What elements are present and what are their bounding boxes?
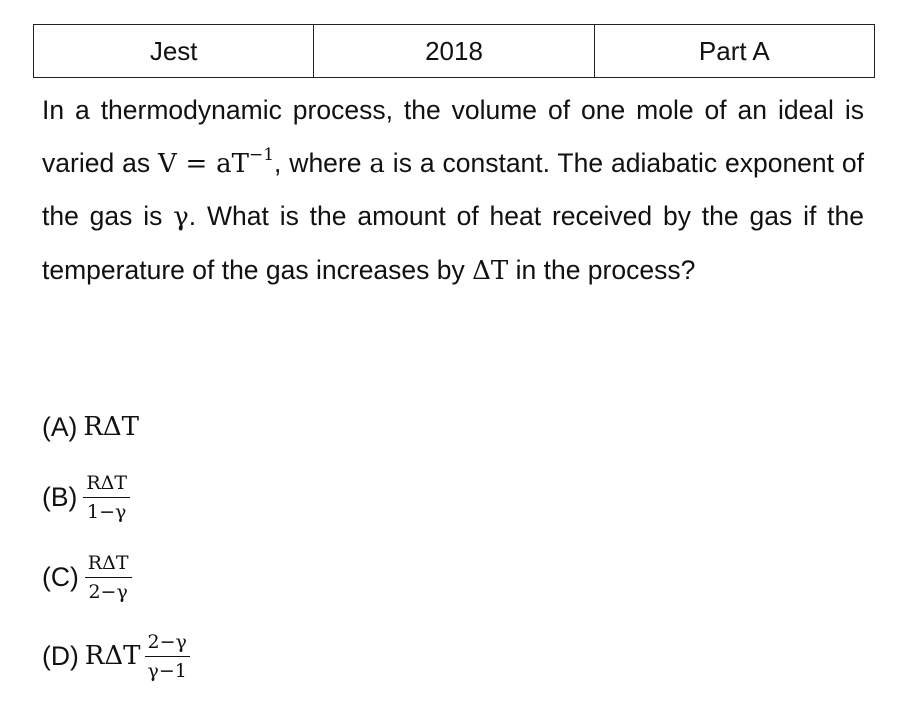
option-d-label: (D) xyxy=(42,640,79,671)
header-row xyxy=(34,25,875,78)
header-cell-part: Part A xyxy=(594,25,874,78)
option-d-numerator: 2−γ xyxy=(145,628,190,657)
question-text xyxy=(42,84,864,297)
question-text-5: in the process? xyxy=(508,254,696,285)
option-b-denominator: 1−γ xyxy=(86,500,127,523)
header-cell-exam: Jest xyxy=(34,25,314,78)
option-a-expression: RΔT xyxy=(83,412,140,442)
header-table xyxy=(33,24,875,78)
constant-symbol: a xyxy=(369,148,385,179)
option-b-numerator: RΔT xyxy=(83,469,130,498)
option-c[interactable] xyxy=(42,545,132,609)
question-text-4: . What is the amount of heat received by the gas if the temperature of the gas increases by xyxy=(42,201,864,285)
question-text-2: , where xyxy=(274,147,370,178)
option-b[interactable] xyxy=(42,465,130,529)
question-text-3: is a constant. The adiabatic exponent of the gas is xyxy=(42,147,865,231)
delta-t-symbol: ΔT xyxy=(472,255,509,286)
option-c-numerator: RΔT xyxy=(85,549,132,578)
option-c-denominator: 2−γ xyxy=(88,580,128,603)
volume-equation-exponent: −1 xyxy=(248,144,275,165)
option-d-prefix: RΔT xyxy=(84,641,141,671)
option-c-label: (C) xyxy=(42,561,79,592)
header-cell-year: 2018 xyxy=(314,25,594,78)
option-d-fraction xyxy=(145,628,190,685)
option-a[interactable] xyxy=(42,404,139,450)
option-b-fraction xyxy=(83,469,130,526)
option-c-fraction xyxy=(85,549,132,606)
option-b-label: (B) xyxy=(42,481,78,512)
volume-equation: V = aT xyxy=(157,148,249,179)
option-d[interactable] xyxy=(42,623,190,689)
option-d-denominator: γ−1 xyxy=(147,659,187,682)
option-a-label: (A) xyxy=(42,411,78,442)
gamma-symbol: γ xyxy=(173,202,189,232)
question-text-1: In a thermodynamic process, the volume of one mole of an ideal is varied as xyxy=(42,95,864,178)
